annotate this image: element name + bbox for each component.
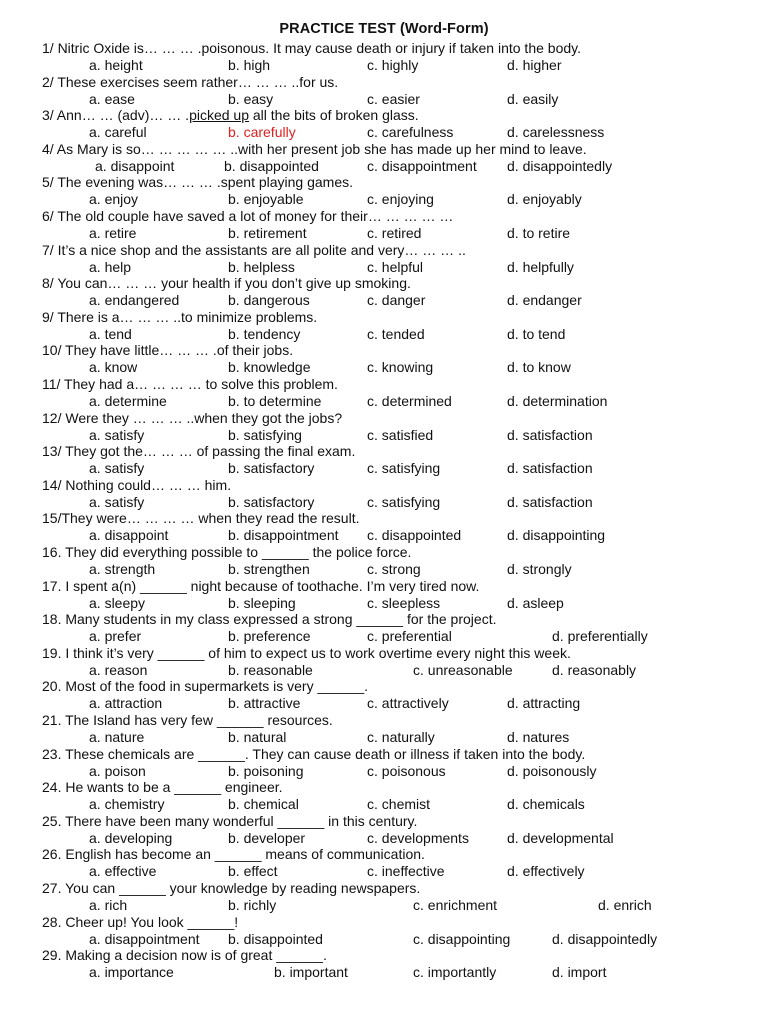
answer-option: d. easily — [507, 90, 559, 107]
answer-option: a. rich — [89, 897, 128, 913]
answer-option: d. strongly — [507, 561, 572, 577]
page-title: PRACTICE TEST (Word-Form) — [279, 21, 489, 37]
question-stem: 20. Most of the food in supermarkets is very ______. — [42, 678, 369, 695]
answer-option: b. retirement — [228, 225, 307, 241]
answer-option: b. helpless — [228, 258, 295, 275]
answer-option: d. satisfaction — [507, 460, 593, 477]
question-stem: 10/ They have little… … … .of their jobs. — [42, 342, 294, 359]
answer-option: d. to retire — [507, 225, 571, 241]
answer-option: c. developments — [367, 829, 469, 846]
answer-option: d. carelessness — [507, 124, 605, 141]
question-stem: 23. These chemicals are ______. They can cause death or illness if taken into the body. — [42, 745, 586, 762]
answer-option: c. naturally — [367, 729, 435, 745]
answer-option: a. disappoint — [89, 527, 169, 544]
stem-text: all the bits of broken glass. — [249, 107, 419, 124]
answer-option: c. attractively — [367, 695, 449, 712]
answer-option: a. effective — [89, 863, 157, 880]
answer-option: c. highly — [367, 57, 419, 73]
answer-option: c. strong — [367, 561, 421, 577]
answer-option: c. satisfying — [367, 493, 441, 510]
answer-option: d. endanger — [507, 292, 582, 309]
question-stem: 21. The Island has very few ______ resources. — [42, 712, 333, 728]
answer-option: b. disappointed — [228, 930, 323, 947]
answer-option: d. disappointedly — [552, 930, 658, 947]
answer-option: a. sleepy — [89, 594, 146, 611]
answer-option: b. attractive — [228, 695, 301, 712]
question-stem: 4/ As Mary is so… … … … … ..with her present job she has made up her mind to leave. — [42, 140, 587, 157]
answer-option: b. natural — [228, 729, 287, 745]
answer-option: c. enjoying — [367, 191, 434, 208]
question-stem: 13/ They got the… … … of passing the final exam. — [42, 443, 356, 460]
answer-option: b. satisfactory — [228, 493, 315, 510]
answer-option: a. attraction — [89, 695, 163, 712]
answer-option: c. ineffective — [367, 863, 445, 880]
answer-option: b. developer — [228, 829, 306, 846]
question-stem: 18. Many students in my class expressed a strong ______ for the project. — [42, 611, 497, 628]
answer-option: b. preference — [228, 628, 311, 645]
answer-option: c. importantly — [413, 964, 497, 981]
answer-option: b. important — [274, 964, 348, 981]
answer-option: a. satisfy — [89, 493, 145, 510]
question-stem: 12/ Were they … … … ..when they got the jobs? — [42, 409, 343, 426]
question-stem: 19. I think it’s very ______ of him to expect us to work overtime every night this week. — [42, 644, 571, 661]
answer-option: d. preferentially — [552, 628, 648, 645]
answer-option: c. retired — [367, 225, 422, 241]
question-stem: 1/ Nitric Oxide is… … … .poisonous. It may cause death or injury if taken into the body. — [42, 40, 581, 56]
answer-option: d. disappointing — [507, 527, 606, 544]
answer-option: a. ease — [89, 90, 135, 107]
question-stem: 29. Making a decision now is of great ______. — [42, 947, 327, 964]
answer-option: a. know — [89, 359, 138, 376]
answer-option: d. to know — [507, 359, 571, 376]
answer-option: b. disappointment — [228, 527, 339, 544]
answer-option: c. knowing — [367, 359, 434, 376]
answer-option: c. enrichment — [413, 897, 498, 913]
answer-option: a. satisfy — [89, 460, 145, 477]
answer-option: a. careful — [89, 124, 147, 141]
answer-option: c. preferential — [367, 628, 452, 645]
answer-option: a. importance — [89, 964, 174, 981]
answer-option: d. disappointedly — [507, 157, 613, 174]
answer-option: d. enjoyably — [507, 191, 582, 208]
question-stem — [42, 107, 419, 123]
answer-option: d. effectively — [507, 863, 585, 880]
answer-option: b. poisoning — [228, 762, 304, 779]
answer-option: a. disappointment — [89, 930, 200, 947]
answer-option: a. height — [89, 57, 143, 73]
answer-option: b. chemical — [228, 796, 299, 813]
answer-option: d. determination — [507, 393, 608, 409]
answer-option: c. helpful — [367, 258, 424, 275]
answer-option: b. effect — [228, 863, 278, 880]
answer-option: c. disappointing — [413, 930, 511, 947]
question-stem: 7/ It’s a nice shop and the assistants are all polite and very… … … .. — [42, 241, 466, 258]
answer-option: c. satisfied — [367, 426, 434, 443]
answer-option: a. determine — [89, 393, 167, 409]
answer-option: d. satisfaction — [507, 493, 593, 510]
answer-option-marked: b. carefully — [228, 124, 296, 141]
question-stem: 27. You can ______ your knowledge by reading newspapers. — [42, 880, 421, 896]
answer-option: b. satisfactory — [228, 460, 315, 477]
question-stem: 28. Cheer up! You look ______! — [42, 913, 239, 930]
answer-option: a. enjoy — [89, 191, 139, 208]
answer-option: b. tendency — [228, 325, 301, 342]
answer-option: c. satisfying — [367, 460, 441, 477]
answer-option: a. help — [89, 258, 132, 275]
underlined-phrase: picked up — [189, 107, 249, 124]
question-stem: 6/ The old couple have saved a lot of money for their… … … … … — [42, 208, 454, 224]
answer-option: d. to tend — [507, 325, 566, 342]
answer-option: c. poisonous — [367, 762, 446, 779]
answer-option: b. enjoyable — [228, 191, 304, 208]
answer-option: d. enrich — [598, 897, 652, 913]
answer-option: b. to determine — [228, 393, 322, 409]
answer-option: a. developing — [89, 829, 173, 846]
answer-option: c. chemist — [367, 796, 431, 813]
answer-option: b. knowledge — [228, 359, 311, 376]
answer-option: d. helpfully — [507, 258, 574, 275]
question-stem: 26. English has become an ______ means of communication. — [42, 846, 425, 863]
answer-option: a. prefer — [89, 628, 142, 645]
answer-option: a. endangered — [89, 292, 180, 309]
answer-option: c. disappointment — [367, 157, 477, 174]
answer-option: d. import — [552, 964, 607, 981]
answer-option: d. poisonously — [507, 762, 597, 779]
answer-option: a. reason — [89, 661, 148, 678]
question-stem: 17. I spent a(n) ______ night because of toothache. I’m very tired now. — [42, 577, 480, 594]
answer-option: d. attracting — [507, 695, 581, 712]
question-stem: 5/ The evening was… … … .spent playing games. — [42, 174, 354, 191]
answer-option: a. chemistry — [89, 796, 165, 813]
answer-option: d. chemicals — [507, 796, 585, 813]
answer-option: c. disappointed — [367, 527, 462, 544]
answer-option: c. tended — [367, 325, 425, 342]
answer-option: a. poison — [89, 762, 146, 779]
stem-text: 3/ Ann… … (adv)… … . — [42, 107, 190, 124]
answer-option: d. satisfaction — [507, 426, 593, 443]
question-stem: 8/ You can… … … your health if you don’t give up smoking. — [42, 275, 411, 292]
answer-option: d. higher — [507, 57, 562, 73]
answer-option: d. natures — [507, 729, 570, 745]
answer-option: c. danger — [367, 292, 426, 309]
answer-option: b. reasonable — [228, 661, 313, 678]
answer-option: c. easier — [367, 90, 420, 107]
answer-option: b. strengthen — [228, 561, 310, 577]
answer-option: d. reasonably — [552, 661, 637, 678]
answer-option: a. tend — [89, 325, 132, 342]
question-stem: 16. They did everything possible to ______ the police force. — [42, 544, 412, 560]
answer-option: b. dangerous — [228, 292, 310, 309]
question-stem: 14/ Nothing could… … … him. — [42, 476, 232, 493]
question-stem: 9/ There is a… … … ..to minimize problems. — [42, 308, 318, 325]
answer-option: b. easy — [228, 90, 274, 107]
answer-option: c. unreasonable — [413, 661, 513, 678]
answer-option: c. sleepless — [367, 594, 441, 611]
answer-option: d. developmental — [507, 829, 614, 846]
answer-option: a. satisfy — [89, 426, 145, 443]
answer-option: a. strength — [89, 561, 156, 577]
question-stem: 24. He wants to be a ______ engineer. — [42, 779, 283, 796]
answer-option: b. disappointed — [224, 157, 319, 174]
answer-option: b. richly — [228, 897, 277, 913]
answer-option: b. sleeping — [228, 594, 296, 611]
question-stem: 15/They were… … … … when they read the result. — [42, 510, 360, 527]
question-stem: 2/ These exercises seem rather… … … ..for us. — [42, 73, 339, 90]
answer-option: c. determined — [367, 393, 452, 409]
answer-option: a. nature — [89, 729, 145, 745]
question-stem: 25. There have been many wonderful ______ in this century. — [42, 812, 418, 829]
answer-option: b. high — [228, 57, 271, 73]
answer-option: b. satisfying — [228, 426, 302, 443]
question-stem: 11/ They had a… … … … to solve this problem. — [42, 376, 338, 392]
answer-option: a. disappoint — [95, 157, 175, 174]
answer-option: c. carefulness — [367, 124, 454, 141]
answer-option: a. retire — [89, 225, 137, 241]
answer-option: d. asleep — [507, 594, 564, 611]
